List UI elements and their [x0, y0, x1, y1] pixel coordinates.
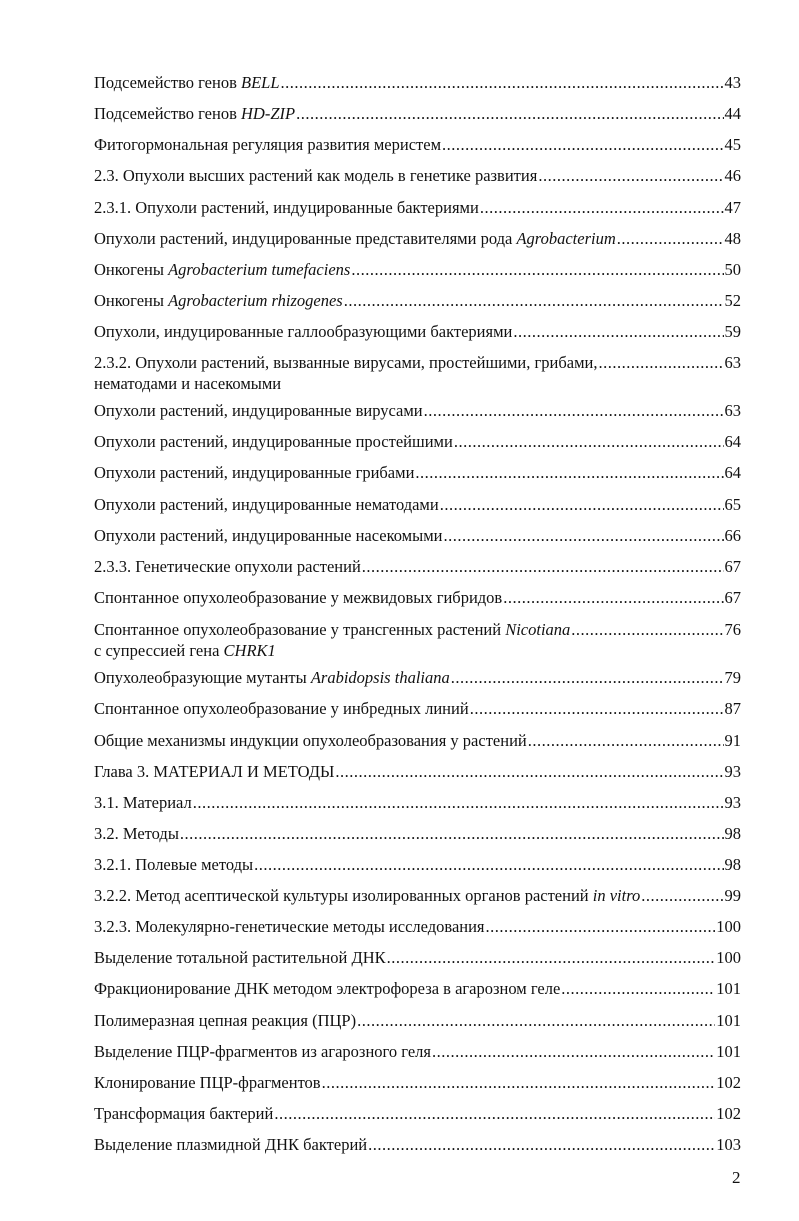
toc-entry[interactable] — [94, 978, 741, 999]
toc-entry-title — [94, 698, 469, 719]
toc-entry-title — [94, 259, 350, 280]
toc-entry-title — [94, 823, 179, 844]
toc-entry[interactable] — [94, 761, 741, 782]
toc-entry-continuation — [94, 373, 281, 394]
toc-entry-page: 91 — [724, 731, 741, 750]
toc-entry[interactable] — [94, 730, 741, 751]
toc-dot-leader — [538, 165, 723, 186]
toc-entry-title — [94, 197, 479, 218]
toc-entry-title — [94, 1041, 431, 1062]
toc-entry[interactable] — [94, 259, 741, 280]
toc-entry-title — [94, 165, 537, 186]
toc-entry-page: 87 — [724, 699, 741, 718]
toc-entry-title — [94, 761, 334, 782]
toc-entry-page: 100 — [716, 948, 741, 967]
toc-entry-page: 46 — [724, 166, 741, 185]
toc-entry-text: Спонтанное опухолеобразование у межвидовых гибридов — [94, 588, 503, 607]
toc-entry-italic: Agrobacterium — [516, 229, 616, 248]
toc-entry-page: 65 — [724, 495, 741, 514]
toc-dot-leader — [432, 1041, 715, 1062]
toc-entry-title — [94, 352, 597, 373]
toc-entry-text: 3.2.3. Молекулярно-генетические методы исследования — [94, 917, 485, 936]
toc-dot-leader — [528, 730, 724, 751]
toc-dot-leader — [362, 556, 724, 577]
toc-entry-text: Фракционирование ДНК методом электрофореза в агарозном геле — [94, 979, 561, 998]
toc-entry-page: 67 — [724, 588, 741, 607]
toc-entry-title — [94, 103, 295, 124]
toc-entry-text: Опухолеобразующие мутанты — [94, 668, 311, 687]
toc-dot-leader — [451, 667, 724, 688]
toc-dot-leader — [415, 462, 723, 483]
toc-dot-leader — [561, 978, 715, 999]
toc-dot-leader — [470, 698, 724, 719]
toc-entry-text: 2.3.3. Генетические опухоли растений — [94, 557, 361, 576]
toc-entry[interactable] — [94, 667, 741, 688]
toc-entry[interactable] — [94, 947, 741, 968]
toc-entry-page: 59 — [724, 322, 741, 341]
toc-entry-title — [94, 1072, 321, 1093]
toc-entry-title — [94, 556, 361, 577]
toc-entry-text: Онкогены — [94, 291, 169, 310]
toc-entry-page: 63 — [724, 401, 741, 420]
toc-entry[interactable] — [94, 885, 741, 906]
toc-dot-leader — [322, 1072, 716, 1093]
toc-entry-page: 101 — [716, 1011, 741, 1030]
toc-entry-text: 3.2.1. Полевые методы — [94, 855, 254, 874]
toc-entry-page: 64 — [724, 463, 741, 482]
toc-dot-leader — [357, 1010, 715, 1031]
toc-entry-title — [94, 494, 439, 515]
toc-dot-leader — [480, 197, 724, 218]
toc-entry-page: 101 — [716, 979, 741, 998]
toc-entry-text: Онкогены — [94, 260, 169, 279]
toc-entry-title — [94, 525, 442, 546]
toc-entry[interactable] — [94, 1041, 741, 1062]
toc-entry-title — [94, 916, 485, 937]
toc-entry-italic: Agrobacterium rhizogenes — [168, 291, 343, 310]
toc-entry[interactable] — [94, 462, 741, 483]
toc-dot-leader — [424, 400, 724, 421]
toc-dot-leader — [486, 916, 716, 937]
toc-entry-title — [94, 792, 192, 813]
toc-entry-page: 98 — [724, 855, 741, 874]
toc-entry[interactable] — [94, 525, 741, 546]
toc-entry-page: 52 — [724, 291, 741, 310]
toc-entry-title — [94, 730, 527, 751]
toc-entry[interactable] — [94, 698, 741, 719]
toc-dot-leader — [641, 885, 723, 906]
toc-entry[interactable] — [94, 494, 741, 515]
toc-entry-italic: HD-ZIP — [241, 104, 296, 123]
toc-entry-page: 101 — [716, 1042, 741, 1061]
toc-entry-page: 50 — [724, 260, 741, 279]
toc-entry[interactable] — [94, 823, 741, 844]
toc-entry-continuation — [94, 640, 276, 661]
toc-dot-leader — [368, 1134, 715, 1155]
toc-entry-title — [94, 1010, 356, 1031]
toc-entry-title — [94, 72, 280, 93]
toc-entry-page: 93 — [724, 793, 741, 812]
toc-dot-leader — [335, 761, 723, 782]
toc-dot-leader — [454, 431, 724, 452]
toc-dot-leader — [617, 228, 724, 249]
toc-entry-text: Опухоли растений, индуцированные вирусами — [94, 401, 423, 420]
toc-entry-title — [94, 431, 453, 452]
toc-entry-text: Выделение ПЦР-фрагментов из агарозного геля — [94, 1042, 431, 1061]
toc-entry-title — [94, 947, 386, 968]
toc-entry-title — [94, 462, 414, 483]
toc-entry[interactable] — [94, 1134, 741, 1155]
toc-entry-title — [94, 400, 423, 421]
toc-entry[interactable] — [94, 1010, 741, 1031]
toc-entry-title — [94, 290, 343, 311]
toc-entry-page: 76 — [724, 620, 741, 639]
toc-entry[interactable] — [94, 352, 741, 393]
toc-entry[interactable] — [94, 587, 741, 608]
toc-entry-text: Опухоли растений, индуцированные простейшими — [94, 432, 453, 451]
toc-entry-continuation-text: нематодами и насекомыми — [94, 374, 282, 393]
toc-entry-text: Подсемейство генов — [94, 104, 241, 123]
toc-entry-title — [94, 134, 441, 155]
toc-entry-text: Полимеразная цепная реакция (ПЦР) — [94, 1011, 357, 1030]
toc-entry[interactable] — [94, 165, 741, 186]
toc-entry-text: Опухоли растений, индуцированные нематодами — [94, 495, 439, 514]
toc-dot-leader — [296, 103, 723, 124]
toc-entry-continuation-text: с супрессией гена — [94, 641, 224, 660]
toc-entry-text: Опухоли растений, индуцированные представителями рода — [94, 229, 517, 248]
toc-entry-text: Опухоли растений, индуцированные грибами — [94, 463, 415, 482]
toc-entry[interactable] — [94, 854, 741, 875]
toc-entry-title — [94, 321, 512, 342]
toc-dot-leader — [254, 854, 723, 875]
toc-entry-text: 3.2.2. Метод асептической культуры изолированных органов растений — [94, 886, 593, 905]
toc-entry-text: Спонтанное опухолеобразование у инбредных линий — [94, 699, 469, 718]
toc-entry[interactable] — [94, 103, 741, 124]
toc-entry-text: Выделение плазмидной ДНК бактерий — [94, 1135, 368, 1154]
toc-entry[interactable] — [94, 1103, 741, 1124]
toc-dot-leader — [193, 792, 724, 813]
toc-entry-page: 64 — [724, 432, 741, 451]
toc-entry-title — [94, 885, 640, 906]
toc-dot-leader — [598, 352, 723, 373]
toc-entry-text: Клонирование ПЦР-фрагментов — [94, 1073, 321, 1092]
toc-entry-italic: BELL — [241, 73, 280, 92]
toc-dot-leader — [274, 1103, 715, 1124]
toc-entry-text: 3.2. Методы — [94, 824, 179, 843]
page-number: 2 — [732, 1168, 741, 1187]
toc-entry-text: Трансформация бактерий — [94, 1104, 274, 1123]
toc-dot-leader — [351, 259, 723, 280]
toc-entry-title — [94, 978, 560, 999]
toc-dot-leader — [503, 587, 723, 608]
toc-entry[interactable] — [94, 1072, 741, 1093]
toc-dot-leader — [387, 947, 716, 968]
toc-entry-page: 47 — [724, 198, 741, 217]
toc-entry-page: 63 — [724, 353, 741, 372]
toc-entry-text: Общие механизмы индукции опухолеобразования у растений — [94, 731, 527, 750]
toc-entry-text: 2.3.2. Опухоли растений, вызванные вирусами, простейшими, грибами, — [94, 353, 598, 372]
toc-entry[interactable] — [94, 72, 741, 93]
toc-entry-title — [94, 1134, 367, 1155]
toc-dot-leader — [442, 134, 723, 155]
toc-entry-text: 2.3. Опухоли высших растений как модель в генетике развития — [94, 166, 538, 185]
toc-entry-page: 45 — [724, 135, 741, 154]
toc-dot-leader — [180, 823, 724, 844]
toc-dot-leader — [281, 72, 724, 93]
toc-entry-page: 100 — [716, 917, 741, 936]
toc-entry-title — [94, 619, 570, 640]
toc-entry-page: 66 — [724, 526, 741, 545]
toc-dot-leader — [443, 525, 723, 546]
toc-entry-page: 44 — [724, 104, 741, 123]
toc-entry-text: Спонтанное опухолеобразование у трансгенных растений — [94, 620, 506, 639]
toc-entry[interactable] — [94, 792, 741, 813]
toc-entry-page: 102 — [716, 1073, 741, 1092]
toc-entry-text: Фитогормональная регуляция развития меристем — [94, 135, 442, 154]
toc-entry-text: Выделение тотальной растительной ДНК — [94, 948, 386, 967]
toc-entry-page: 93 — [724, 762, 741, 781]
toc-entry-page: 43 — [724, 73, 741, 92]
toc-entry-page: 48 — [724, 229, 741, 248]
toc-entry-text: 2.3.1. Опухоли растений, индуцированные бактериями — [94, 198, 479, 217]
toc-entry-title — [94, 667, 450, 688]
toc-entry[interactable] — [94, 431, 741, 452]
toc-entry-text: Подсемейство генов — [94, 73, 241, 92]
toc-entry-italic: Arabidopsis thaliana — [310, 668, 450, 687]
toc-entry-title — [94, 854, 253, 875]
toc-entry-italic: Agrobacterium tumefaciens — [168, 260, 351, 279]
toc-entry[interactable] — [94, 321, 741, 342]
toc-entry-text: Опухоли растений, индуцированные насекомыми — [94, 526, 443, 545]
toc-entry[interactable] — [94, 619, 741, 660]
toc-entry[interactable] — [94, 916, 741, 937]
toc-entry-page: 103 — [716, 1135, 741, 1154]
toc-entry-page: 79 — [724, 668, 741, 687]
toc-entry-continuation-italic: CHRK1 — [223, 641, 276, 660]
toc-entry[interactable] — [94, 400, 741, 421]
toc-dot-leader — [440, 494, 724, 515]
toc-entry-text: Опухоли, индуцированные галлообразующими бактериями — [94, 322, 513, 341]
toc-dot-leader — [513, 321, 723, 342]
toc-entry-page: 102 — [716, 1104, 741, 1123]
toc-entry-title — [94, 587, 502, 608]
toc-entry[interactable] — [94, 290, 741, 311]
toc-entry-page: 99 — [724, 886, 741, 905]
toc-entry-italic: in vitro — [592, 886, 641, 905]
toc-dot-leader — [344, 290, 724, 311]
toc-entry-title — [94, 228, 616, 249]
toc-entry-text: Глава 3. МАТЕРИАЛ И МЕТОДЫ — [94, 762, 335, 781]
toc-entry-page: 67 — [724, 557, 741, 576]
toc-entry[interactable] — [94, 556, 741, 577]
toc-entry[interactable] — [94, 134, 741, 155]
toc-dot-leader — [571, 619, 723, 640]
toc-entry[interactable] — [94, 197, 741, 218]
toc-entry-page: 98 — [724, 824, 741, 843]
toc-entry-title — [94, 1103, 273, 1124]
toc-entry-text: 3.1. Материал — [94, 793, 192, 812]
toc-entry[interactable] — [94, 228, 741, 249]
toc-entry-italic: Nicotiana — [505, 620, 571, 639]
